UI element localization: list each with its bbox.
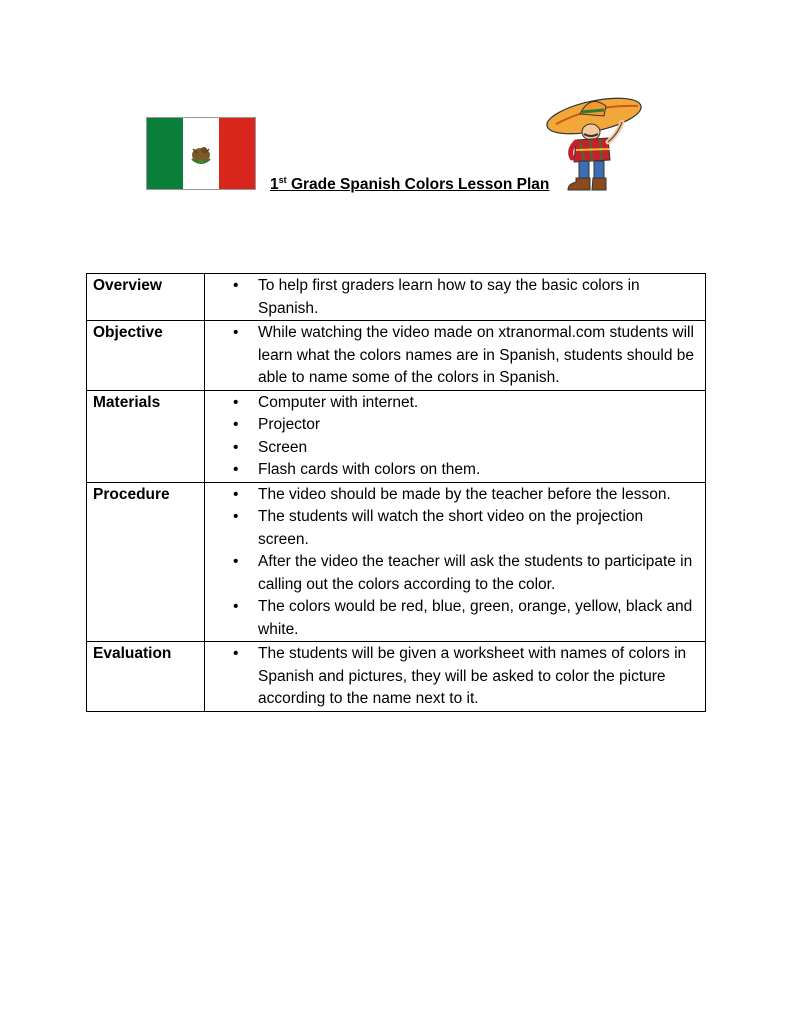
list-item: • The colors would be red, blue, green, orange, yellow, black and white. [233,596,695,641]
flag-red-band [219,118,255,189]
table-row-evaluation [87,642,706,712]
flag-white-band [183,118,219,189]
document-title: 1st Grade Spanish Colors Lesson Plan [270,174,550,193]
list-item: • The students will watch the short video on the projection screen. [233,506,695,551]
list-item: • Flash cards with colors on them. [233,459,695,482]
lesson-plan-table [86,273,706,712]
table-row-materials [87,390,706,482]
row-content [205,274,706,321]
list-item: • Screen [233,437,695,460]
sombrero-mascot-icon [546,94,648,192]
eagle-emblem-icon [188,142,214,166]
row-label: Procedure [87,482,205,642]
row-content [205,482,706,642]
table-row-procedure [87,482,706,642]
table-row-overview [87,274,706,321]
row-label: Overview [87,274,205,321]
mexican-flag-image [146,117,256,190]
flag-green-band [147,118,183,189]
list-item: • The video should be made by the teacher before the lesson. [233,484,695,507]
list-item: • Computer with internet. [233,392,695,415]
list-item: • After the video the teacher will ask the students to participate in calling out the colors according to the color. [233,551,695,596]
list-item: • While watching the video made on xtranormal.com students will learn what the colors names are in Spanish, students should be able to name some of the colors in Spanish. [233,322,695,390]
row-content [205,321,706,391]
list-item: • The students will be given a worksheet with names of colors in Spanish and pictures, they will be asked to color the picture according to the name next to it. [233,643,695,711]
list-item: • Projector [233,414,695,437]
row-label: Materials [87,390,205,482]
table-row-objective [87,321,706,391]
row-label: Evaluation [87,642,205,712]
row-content [205,390,706,482]
row-label: Objective [87,321,205,391]
list-item: • To help first graders learn how to say the basic colors in Spanish. [233,275,695,320]
row-content [205,642,706,712]
